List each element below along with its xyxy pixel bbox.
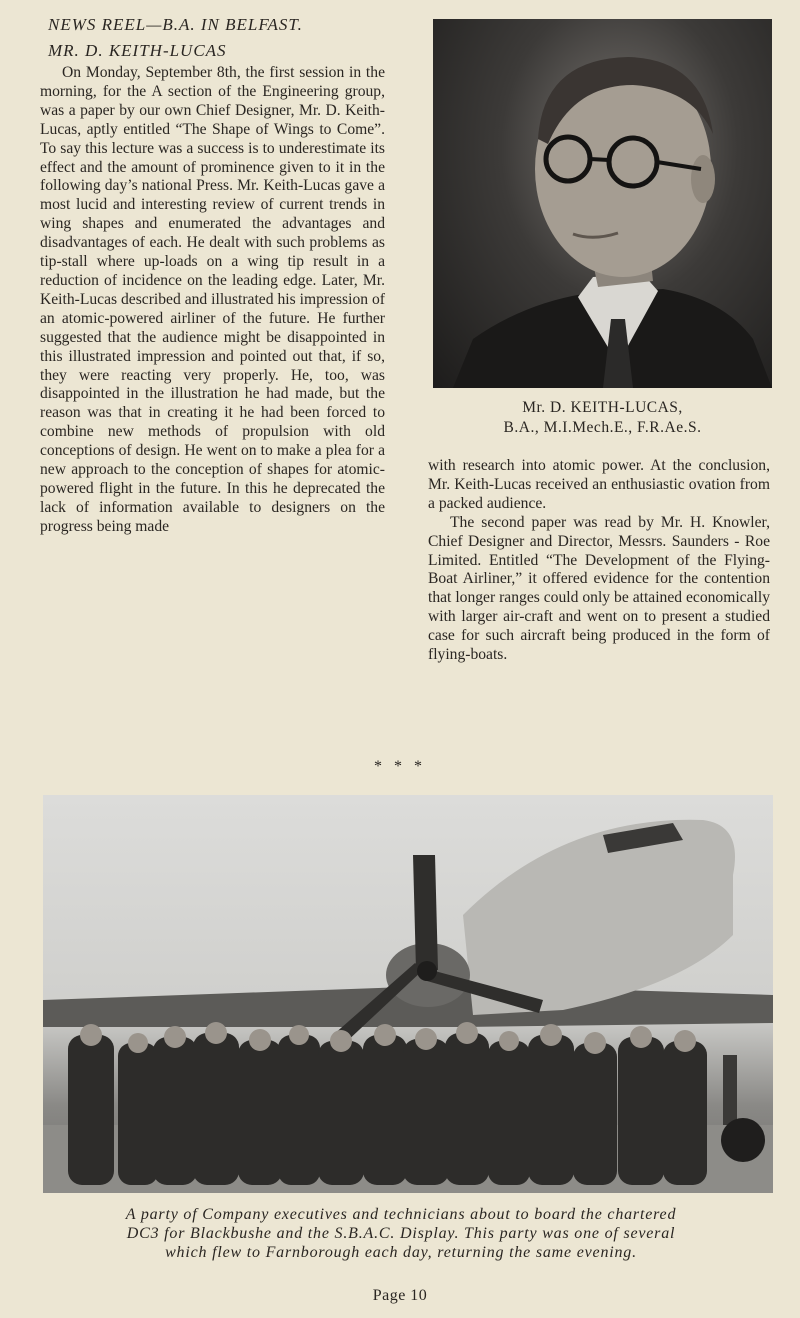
- aircraft-group-photo: [43, 795, 773, 1193]
- left-column: [40, 64, 385, 537]
- photo-caption: [30, 1205, 772, 1262]
- right-column-continuation: with research into atomic power. At the conclusion, Mr. Keith-Lucas received an enthusiastic ovation from a packed audience.: [428, 457, 770, 512]
- portrait-caption-qualifications: B.A., M.I.Mech.E., F.R.Ae.S.: [503, 419, 702, 436]
- portrait-photo: [433, 19, 772, 388]
- right-column: [428, 457, 770, 665]
- heading-subtitle: MR. D. KEITH-LUCAS: [48, 41, 227, 60]
- right-column-paragraph: The second paper was read by Mr. H. Knowler, Chief Designer and Director, Messrs. Saunders - Roe Limited. Entitled “The Development of the Flying-Boat Airliner,” it offered evidence for the contention that longer ranges could only be attained economically with larger air-craft and went on to present a studied case for such aircraft being produced in the form of flying-boats.: [428, 513, 770, 664]
- portrait-caption-name: Mr. D. KEITH-LUCAS,: [522, 399, 683, 416]
- photo-caption-line-2: DC3 for Blackbushe and the S.B.A.C. Display. This party was one of several: [126, 1225, 676, 1242]
- article-heading: [48, 12, 393, 64]
- portrait-illustration: [433, 19, 772, 388]
- portrait-caption: [433, 398, 772, 438]
- page-number: Page 10: [372, 1287, 428, 1304]
- aircraft-illustration: [43, 795, 773, 1193]
- left-column-paragraph: On Monday, September 8th, the first session in the morning, for the A section of the Engineering group, was a paper by our own Chief Designer, Mr. D. Keith-Lucas, aptly entitled “The Shape of Wings to Come”. To say this lecture was a success is to underestimate its effect and the amount of prominence given to it in the following day’s national Press. Mr. Keith-Lucas gave a most lucid and interesting review of current trends in wing shapes and enumerated the advantages and disadvantages of each. He dealt with such problems as tip-stall where up-loads on a wing tip result in a reduction of incidence on the leading edge. Later, Mr. Keith-Lucas described and illustrated his impression of an atomic-powered airliner of the future. He further suggested that the audience might be disappointed in this illustrated impression and pointed out that, if so, they were reacting very properly. He, too, was disappointed in the illustration he had made, but the reason was that in creating it he had been forced to combine new methods of propulsion with old conceptions of design. He went on to make a plea for a new approach to the conception of shapes for atomic-powered flight in the future. In this he deprecated the lack of information available to designers on the progress being made: [40, 64, 385, 535]
- heading-title: NEWS REEL—B.A. IN BELFAST.: [48, 15, 303, 34]
- photo-caption-line-3: which flew to Farnborough each day, returning the same evening.: [165, 1244, 637, 1261]
- section-separator: * * *: [374, 758, 426, 775]
- photo-caption-line-1: A party of Company executives and technicians about to board the chartered: [125, 1206, 677, 1223]
